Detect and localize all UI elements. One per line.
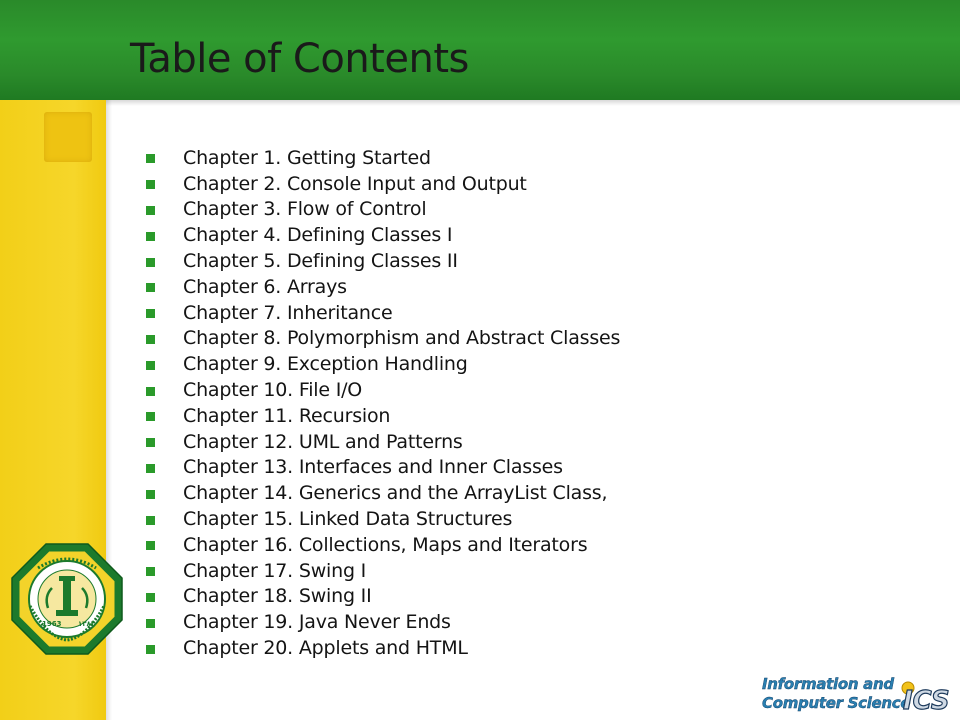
seal-year-right: ١٣٨٣ bbox=[78, 620, 96, 628]
toc-item-label: Chapter 7. Inheritance bbox=[183, 301, 393, 324]
bullet-icon bbox=[146, 180, 155, 189]
bullet-icon bbox=[146, 541, 155, 550]
toc-item-label: Chapter 8. Polymorphism and Abstract Classes bbox=[183, 327, 621, 350]
bullet-icon bbox=[146, 412, 155, 421]
sidebar-square bbox=[44, 112, 92, 162]
bullet-icon bbox=[146, 232, 155, 241]
list-item bbox=[146, 584, 620, 610]
bullet-icon bbox=[146, 490, 155, 499]
list-item bbox=[146, 609, 620, 635]
toc-item-label: Chapter 19. Java Never Ends bbox=[183, 611, 451, 634]
toc-item-label: Chapter 20. Applets and HTML bbox=[183, 637, 468, 660]
ics-mark-icon bbox=[898, 676, 952, 716]
list-item bbox=[146, 222, 620, 248]
list-item bbox=[146, 377, 620, 403]
header-shadow bbox=[106, 100, 960, 106]
list-item bbox=[146, 326, 620, 352]
toc-item-label: Chapter 13. Interfaces and Inner Classes bbox=[183, 456, 563, 479]
bullet-icon bbox=[146, 464, 155, 473]
list-item bbox=[146, 635, 620, 661]
bullet-icon bbox=[146, 206, 155, 215]
list-item bbox=[146, 171, 620, 197]
list-item bbox=[146, 532, 620, 558]
bullet-icon bbox=[146, 619, 155, 628]
toc-item-label: Chapter 6. Arrays bbox=[183, 275, 347, 298]
toc-item-label: Chapter 1. Getting Started bbox=[183, 146, 431, 169]
toc-item-label: Chapter 16. Collections, Maps and Iterators bbox=[183, 533, 588, 556]
bullet-icon bbox=[146, 645, 155, 654]
list-item bbox=[146, 351, 620, 377]
list-item bbox=[146, 248, 620, 274]
list-item bbox=[146, 197, 620, 223]
ics-mark-text: ICS bbox=[903, 686, 950, 716]
bullet-icon bbox=[146, 438, 155, 447]
bullet-icon bbox=[146, 387, 155, 396]
table-of-contents-list bbox=[146, 145, 620, 661]
bullet-icon bbox=[146, 335, 155, 344]
bullet-icon bbox=[146, 283, 155, 292]
list-item bbox=[146, 429, 620, 455]
university-seal-icon bbox=[8, 540, 126, 658]
slide-title: Table of Contents bbox=[130, 36, 469, 82]
ics-logo-line2: Computer Science bbox=[762, 694, 911, 712]
ics-logo-line1: Information and bbox=[762, 675, 894, 693]
list-item bbox=[146, 300, 620, 326]
toc-item-label: Chapter 10. File I/O bbox=[183, 379, 363, 402]
toc-item-label: Chapter 15. Linked Data Structures bbox=[183, 508, 513, 531]
bullet-icon bbox=[146, 361, 155, 370]
toc-item-label: Chapter 2. Console Input and Output bbox=[183, 172, 527, 195]
list-item bbox=[146, 145, 620, 171]
ics-logo bbox=[756, 674, 952, 716]
toc-item-label: Chapter 3. Flow of Control bbox=[183, 198, 427, 221]
toc-item-label: Chapter 4. Defining Classes I bbox=[183, 224, 453, 247]
toc-item-label: Chapter 11. Recursion bbox=[183, 404, 391, 427]
list-item bbox=[146, 558, 620, 584]
toc-item-label: Chapter 5. Defining Classes II bbox=[183, 250, 458, 273]
toc-item-label: Chapter 17. Swing I bbox=[183, 559, 367, 582]
toc-item-label: Chapter 9. Exception Handling bbox=[183, 353, 468, 376]
seal-year-left: 1963 bbox=[42, 620, 62, 628]
toc-item-label: Chapter 14. Generics and the ArrayList Class, bbox=[183, 482, 608, 505]
bullet-icon bbox=[146, 154, 155, 163]
bullet-icon bbox=[146, 516, 155, 525]
bullet-icon bbox=[146, 567, 155, 576]
list-item bbox=[146, 403, 620, 429]
bullet-icon bbox=[146, 309, 155, 318]
toc-item-label: Chapter 18. Swing II bbox=[183, 585, 372, 608]
bullet-icon bbox=[146, 258, 155, 267]
toc-item-label: Chapter 12. UML and Patterns bbox=[183, 430, 463, 453]
list-item bbox=[146, 455, 620, 481]
list-item bbox=[146, 274, 620, 300]
list-item bbox=[146, 506, 620, 532]
bullet-icon bbox=[146, 593, 155, 602]
list-item bbox=[146, 480, 620, 506]
